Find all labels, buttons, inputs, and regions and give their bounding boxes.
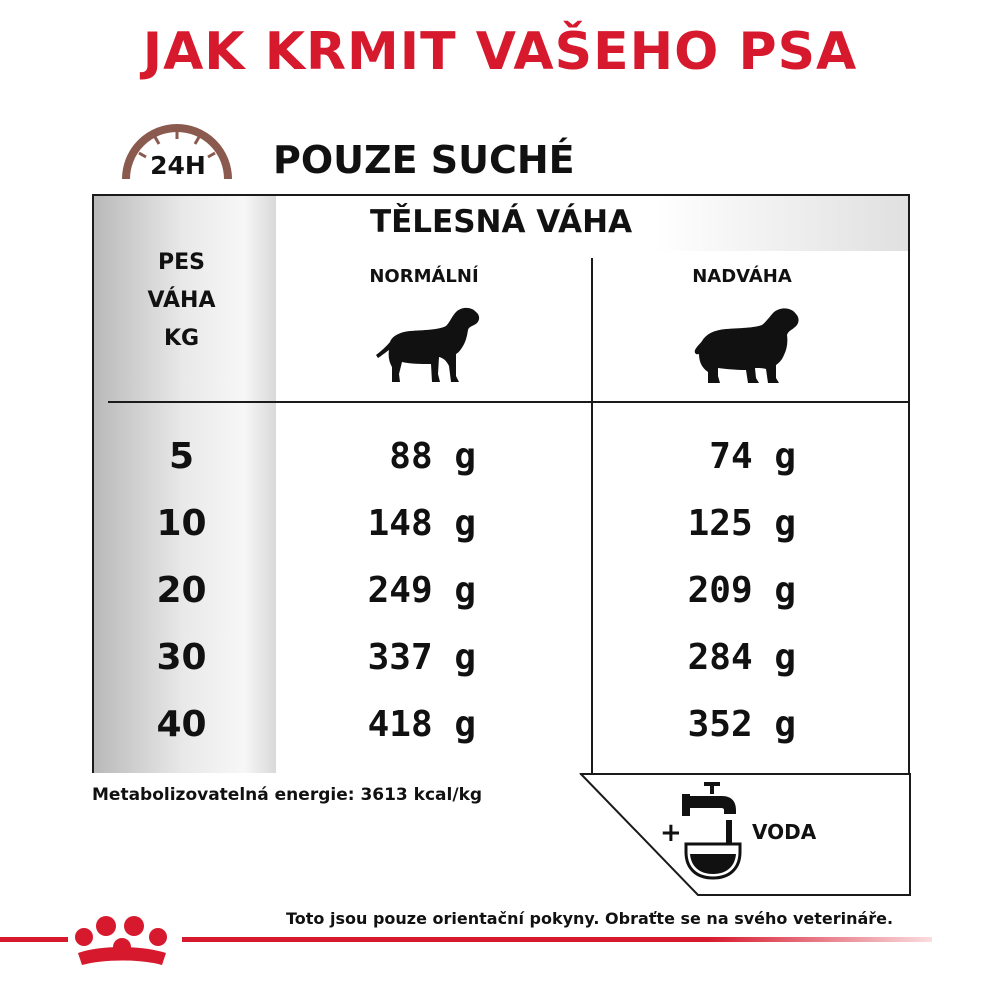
plus-sign: + [660,818,682,848]
table-row-normal-amount: 418 g [367,704,476,745]
table-row-overweight-amount: 74 g [709,436,796,477]
table-row-weight: 30 [156,637,207,678]
section-title: POUZE SUCHÉ [273,138,575,182]
page-title: JAK KRMIT VAŠEHO PSA [142,22,858,82]
water-tap-bowl-icon [682,782,744,880]
water-label: VODA [752,820,817,844]
normal-dog-icon [376,304,482,386]
table-row-weight: 5 [168,436,195,477]
row-header-line: VÁHA [147,288,216,313]
table-row-overweight-amount: 352 g [687,704,796,745]
table-row-weight: 10 [156,503,207,544]
royal-canin-crown-logo [70,913,174,973]
feeding-table [92,194,910,773]
clock-label: 24H [150,151,206,180]
table-row-weight: 20 [156,570,207,611]
dog-weight-kg-header [124,244,239,358]
row-header-line: KG [163,326,200,351]
table-row-normal-amount: 88 g [389,436,476,477]
table-row-normal-amount: 148 g [367,503,476,544]
column-divider [591,258,593,773]
header-divider [108,401,908,403]
brand-line [182,937,932,942]
table-row-overweight-amount: 125 g [687,503,796,544]
water-box [578,773,912,897]
table-row-normal-amount: 337 g [367,637,476,678]
column-label-overweight: NADVÁHA [692,266,792,287]
table-row-overweight-amount: 284 g [687,637,796,678]
table-row-normal-amount: 249 g [367,570,476,611]
column-label-normal: NORMÁLNÍ [369,266,479,287]
metabolizable-energy-note: Metabolizovatelná energie: 3613 kcal/kg [92,785,483,805]
body-weight-header: TĚLESNÁ VÁHA [369,204,633,240]
disclaimer-text: Toto jsou pouze orientační pokyny. Obraťte se na svého veterináře. [286,909,894,928]
table-row-overweight-amount: 209 g [687,570,796,611]
row-header-line: PES [158,250,205,275]
table-row-weight: 40 [156,704,207,745]
brand-line-left [0,937,68,942]
overweight-dog-icon [694,306,802,386]
